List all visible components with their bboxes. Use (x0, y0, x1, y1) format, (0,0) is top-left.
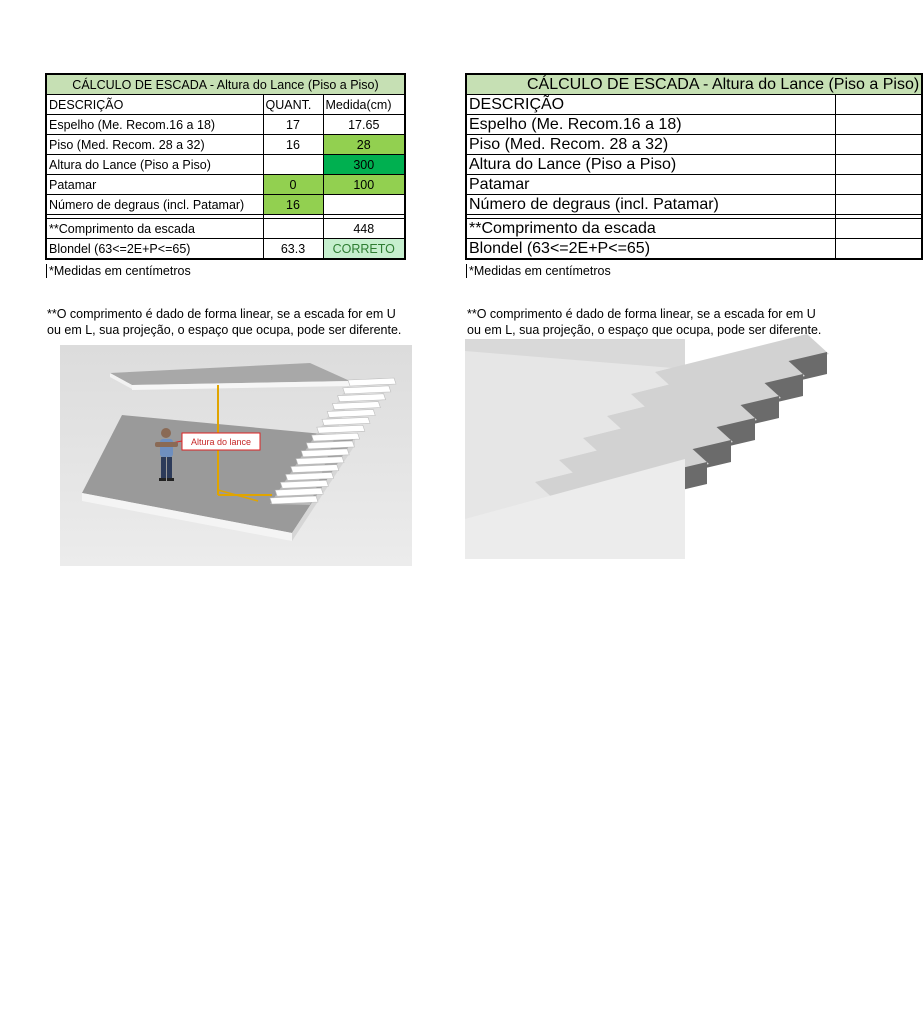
status-badge[interactable]: CORRETO (323, 239, 405, 260)
cell-desc[interactable]: Blondel (63<=2E+P<=65) (466, 239, 835, 260)
length-note-line: **O comprimento é dado de forma linear, se a escada for em U (47, 307, 396, 321)
stair-calculation-table (45, 73, 406, 260)
row-espelho (46, 115, 405, 135)
units-note: *Medidas em centímetros (466, 264, 611, 278)
cell-desc[interactable]: Altura do Lance (Piso a Piso) (466, 155, 835, 175)
cell-desc[interactable]: Piso (Med. Recom. 28 a 32) (466, 135, 835, 155)
cell-medida-input[interactable]: 100 (323, 175, 405, 195)
cell-desc[interactable]: **Comprimento da escada (466, 219, 835, 239)
header-quant[interactable]: QUANT. (263, 95, 323, 115)
figure-label: Altura do lance (190, 437, 252, 447)
cell-medida[interactable]: 448 (323, 219, 405, 239)
cell-desc[interactable]: Número de degraus (incl. Patamar) (46, 195, 263, 215)
cell-desc[interactable]: **Comprimento da escada (46, 219, 263, 239)
length-note (47, 306, 401, 338)
row-comprimento (46, 219, 405, 239)
cell-quant[interactable]: 17 (263, 115, 323, 135)
length-note-line: **O comprimento é dado de forma linear, se a escada for em U (467, 307, 816, 321)
cell-quant[interactable] (263, 219, 323, 239)
cell-quant[interactable]: 63.3 (263, 239, 323, 260)
header-descricao[interactable]: DESCRIÇÃO (46, 95, 263, 115)
cell-quant-input[interactable]: 0 (263, 175, 323, 195)
cell-quant-input[interactable]: 16 (263, 195, 323, 215)
cell-quant[interactable] (263, 155, 323, 175)
row-piso (46, 135, 405, 155)
left-calculation-sheet (45, 73, 408, 260)
units-note: *Medidas em centímetros (46, 264, 191, 278)
cell-desc[interactable]: Número de degraus (incl. Patamar) (466, 195, 835, 215)
steps-closeup-image (465, 339, 685, 559)
length-note-line: ou em L, sua projeção, o espaço que ocupa, pode ser diferente. (467, 323, 822, 337)
table-title: CÁLCULO DE ESCADA - Altura do Lance (Piso a Piso) (46, 74, 405, 95)
staircase-diagram-image (60, 345, 412, 566)
cell-medida-input[interactable]: 300 (323, 155, 405, 175)
right-sheet-viewport (465, 60, 920, 620)
cell-desc[interactable]: Patamar (466, 175, 835, 195)
cell-desc[interactable]: Espelho (Me. Recom.16 a 18) (46, 115, 263, 135)
row-altura (46, 155, 405, 175)
length-note (467, 306, 821, 338)
stair-calculation-table-copy (465, 73, 923, 260)
header-descricao[interactable]: DESCRIÇÃO (466, 95, 835, 115)
length-note-line: ou em L, sua projeção, o espaço que ocupa, pode ser diferente. (47, 323, 402, 337)
row-patamar (46, 175, 405, 195)
cell-desc[interactable]: Espelho (Me. Recom.16 a 18) (466, 115, 835, 135)
cell-desc[interactable]: Blondel (63<=2E+P<=65) (46, 239, 263, 260)
table-title: CÁLCULO DE ESCADA - Altura do Lance (Piso a Piso) (466, 74, 922, 95)
row-degraus (46, 195, 405, 215)
row-blondel (46, 239, 405, 260)
cell-desc[interactable]: Piso (Med. Recom. 28 a 32) (46, 135, 263, 155)
header-medida[interactable]: Medida(cm) (323, 95, 405, 115)
cell-medida[interactable]: 17.65 (323, 115, 405, 135)
cell-quant[interactable]: 16 (263, 135, 323, 155)
cell-desc[interactable]: Altura do Lance (Piso a Piso) (46, 155, 263, 175)
cell-medida-input[interactable]: 28 (323, 135, 405, 155)
cell-desc[interactable]: Patamar (46, 175, 263, 195)
cell-medida[interactable] (323, 195, 405, 215)
